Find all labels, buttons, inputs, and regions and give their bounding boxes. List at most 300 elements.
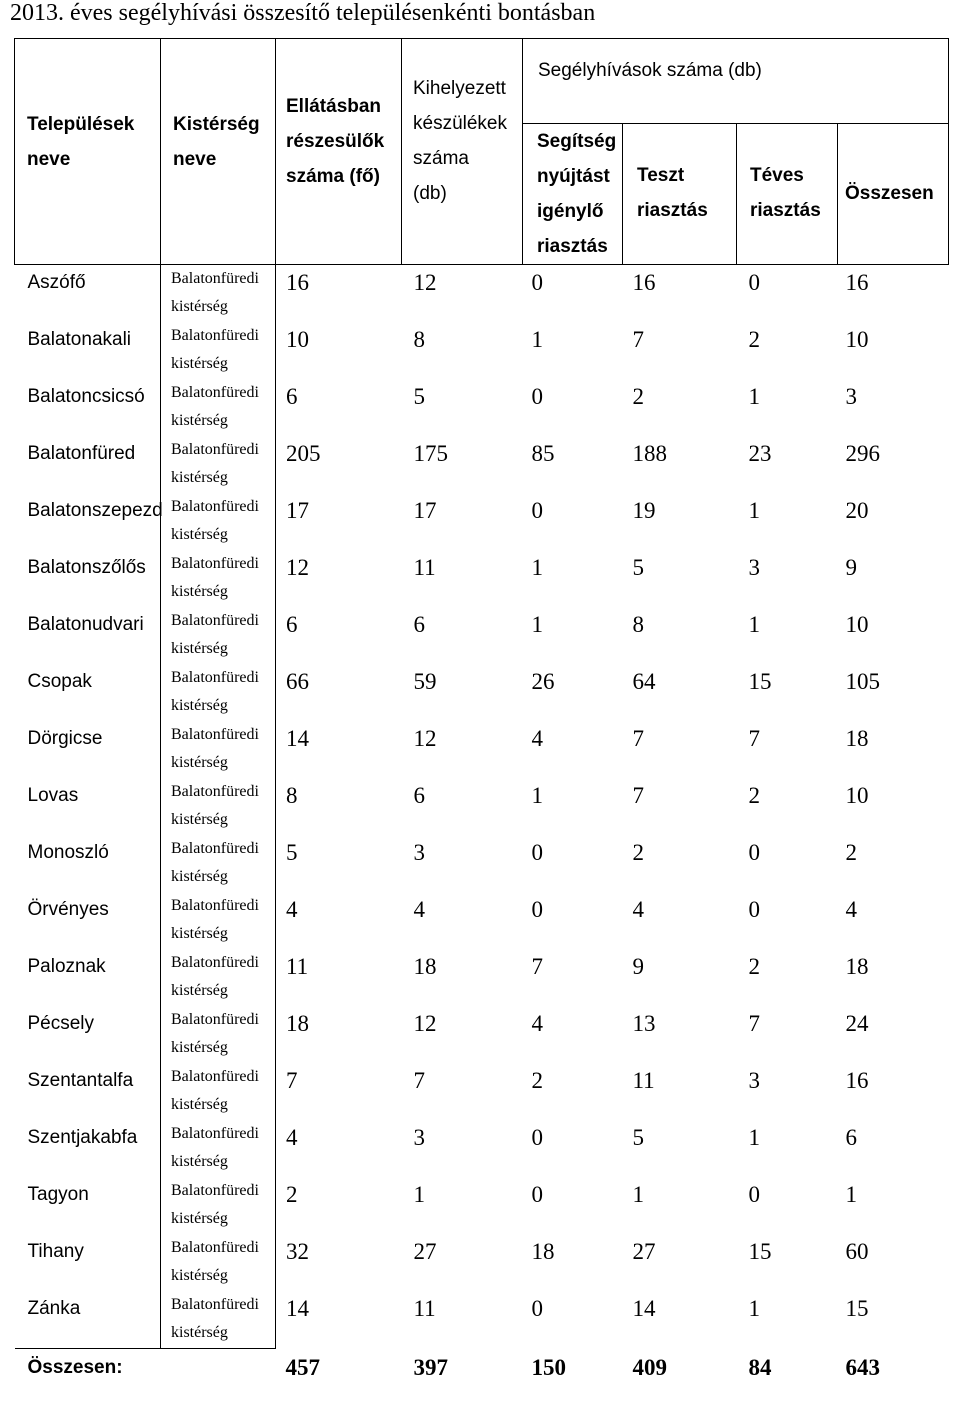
value-text: 1	[749, 384, 761, 409]
telepules-name	[15, 550, 161, 607]
value-text: 5	[633, 1125, 645, 1150]
table-row	[15, 1063, 949, 1120]
value-cell	[402, 436, 523, 493]
kisterseg-name	[161, 892, 276, 949]
value-text: 3	[414, 840, 426, 865]
table-row	[15, 1006, 949, 1063]
value-cell	[276, 664, 402, 721]
kisterseg-line: Balatonfüredi	[171, 265, 275, 293]
kisterseg-line: kistérség	[171, 749, 275, 777]
value-text: 16	[633, 270, 656, 295]
telepules-name-text: Zánka	[28, 1298, 81, 1319]
kisterseg-line: Balatonfüredi	[171, 1291, 275, 1319]
value-cell	[623, 265, 737, 323]
value-cell	[737, 607, 838, 664]
kisterseg-line: kistérség	[171, 1148, 275, 1176]
kisterseg-name	[161, 664, 276, 721]
value-cell	[523, 550, 623, 607]
value-text: 2	[749, 783, 761, 808]
total-value-text: 409	[633, 1355, 668, 1380]
value-cell	[838, 1291, 949, 1349]
kisterseg-line: Balatonfüredi	[171, 664, 275, 692]
value-text: 1	[532, 555, 544, 580]
value-cell	[523, 436, 623, 493]
kisterseg-line: kistérség	[171, 293, 275, 321]
kisterseg-name	[161, 1234, 276, 1291]
value-text: 2	[633, 840, 645, 865]
header-text: Ellátásban	[286, 89, 401, 124]
value-text: 1	[749, 498, 761, 523]
kisterseg-line: Balatonfüredi	[171, 1120, 275, 1148]
header-text: Teszt	[637, 158, 736, 193]
value-cell	[623, 778, 737, 835]
table-row	[15, 322, 949, 379]
value-cell	[737, 835, 838, 892]
value-text: 2	[749, 954, 761, 979]
value-cell	[523, 1120, 623, 1177]
total-value-cell	[523, 1349, 623, 1401]
value-text: 175	[414, 441, 449, 466]
value-cell	[737, 436, 838, 493]
kisterseg-line: kistérség	[171, 521, 275, 549]
kisterseg-line: Balatonfüredi	[171, 835, 275, 863]
value-text: 6	[286, 612, 298, 637]
value-text: 14	[633, 1296, 656, 1321]
value-text: 10	[286, 327, 309, 352]
value-text: 1	[749, 1296, 761, 1321]
telepules-name-text: Balatonfüred	[28, 443, 136, 464]
value-text: 9	[846, 555, 858, 580]
value-cell	[737, 721, 838, 778]
header-telepules	[15, 39, 161, 265]
kisterseg-name	[161, 493, 276, 550]
value-text: 1	[749, 1125, 761, 1150]
value-text: 7	[532, 954, 544, 979]
value-cell	[623, 892, 737, 949]
value-text: 16	[846, 270, 869, 295]
value-text: 11	[633, 1068, 655, 1093]
total-label-text: Összesen:	[28, 1357, 123, 1378]
value-cell	[623, 949, 737, 1006]
telepules-name-text: Paloznak	[28, 956, 106, 977]
value-text: 12	[286, 555, 309, 580]
value-cell	[838, 1063, 949, 1120]
value-cell	[623, 721, 737, 778]
value-cell	[402, 265, 523, 323]
value-text: 18	[414, 954, 437, 979]
value-text: 6	[846, 1125, 858, 1150]
value-text: 8	[286, 783, 298, 808]
value-cell	[402, 835, 523, 892]
value-cell	[737, 1291, 838, 1349]
summary-table	[14, 38, 949, 1401]
value-text: 0	[532, 897, 544, 922]
value-cell	[402, 493, 523, 550]
header-text: neve	[173, 142, 275, 177]
value-cell	[737, 379, 838, 436]
kisterseg-line: kistérség	[171, 635, 275, 663]
value-text: 16	[286, 270, 309, 295]
header-text: Segítség	[537, 124, 622, 159]
value-text: 12	[414, 726, 437, 751]
kisterseg-name	[161, 1291, 276, 1349]
value-text: 19	[633, 498, 656, 523]
value-cell	[523, 892, 623, 949]
value-cell	[737, 664, 838, 721]
value-text: 27	[633, 1239, 656, 1264]
header-row-1	[15, 39, 949, 124]
value-text: 4	[286, 897, 298, 922]
value-text: 8	[633, 612, 645, 637]
kisterseg-line: Balatonfüredi	[171, 778, 275, 806]
total-value-cell	[838, 1349, 949, 1401]
value-text: 11	[286, 954, 308, 979]
value-text: 1	[532, 327, 544, 352]
table-row	[15, 778, 949, 835]
value-text: 11	[414, 1296, 436, 1321]
value-cell	[276, 1234, 402, 1291]
kisterseg-line: Balatonfüredi	[171, 892, 275, 920]
value-text: 2	[286, 1182, 298, 1207]
value-cell	[838, 835, 949, 892]
value-cell	[276, 550, 402, 607]
value-text: 13	[633, 1011, 656, 1036]
value-text: 0	[532, 270, 544, 295]
value-cell	[623, 493, 737, 550]
value-text: 15	[749, 1239, 772, 1264]
header-text: Összesen	[845, 176, 948, 211]
value-cell	[523, 607, 623, 664]
telepules-name-text: Tihany	[28, 1241, 84, 1262]
table-row	[15, 835, 949, 892]
value-text: 3	[749, 1068, 761, 1093]
value-cell	[523, 1177, 623, 1234]
value-cell	[523, 379, 623, 436]
value-cell	[737, 949, 838, 1006]
kisterseg-name	[161, 379, 276, 436]
value-cell	[402, 778, 523, 835]
value-cell	[838, 379, 949, 436]
telepules-name	[15, 1177, 161, 1234]
value-text: 0	[749, 840, 761, 865]
value-cell	[737, 265, 838, 323]
value-cell	[276, 835, 402, 892]
value-cell	[276, 493, 402, 550]
value-cell	[402, 664, 523, 721]
kisterseg-line: Balatonfüredi	[171, 493, 275, 521]
value-cell	[523, 1234, 623, 1291]
kisterseg-line: kistérség	[171, 863, 275, 891]
value-cell	[838, 1120, 949, 1177]
header-text: Települések	[27, 107, 160, 142]
value-cell	[838, 322, 949, 379]
value-text: 6	[414, 783, 426, 808]
page-title: 2013. éves segélyhívási összesítő településenkénti bontásban	[10, 0, 595, 27]
value-cell	[402, 1006, 523, 1063]
value-text: 2	[633, 384, 645, 409]
value-cell	[523, 493, 623, 550]
value-cell	[737, 322, 838, 379]
telepules-name	[15, 1006, 161, 1063]
kisterseg-line: Balatonfüredi	[171, 1063, 275, 1091]
value-text: 20	[846, 498, 869, 523]
value-text: 7	[414, 1068, 426, 1093]
value-cell	[838, 436, 949, 493]
telepules-name-text: Csopak	[28, 671, 92, 692]
value-cell	[402, 607, 523, 664]
telepules-name-text: Dörgicse	[28, 728, 103, 749]
table-row	[15, 379, 949, 436]
value-cell	[276, 1177, 402, 1234]
value-text: 24	[846, 1011, 869, 1036]
telepules-name-text: Tagyon	[28, 1184, 89, 1205]
telepules-name	[15, 721, 161, 778]
value-text: 11	[414, 555, 436, 580]
telepules-name	[15, 379, 161, 436]
value-cell	[402, 949, 523, 1006]
header-text: Kistérség	[173, 107, 275, 142]
header-segelyhivasok	[523, 39, 949, 124]
value-text: 14	[286, 726, 309, 751]
value-text: 1	[532, 612, 544, 637]
value-text: 1	[749, 612, 761, 637]
kisterseg-name	[161, 1063, 276, 1120]
kisterseg-line: kistérség	[171, 350, 275, 378]
value-text: 64	[633, 669, 656, 694]
telepules-name	[15, 1234, 161, 1291]
value-text: 18	[532, 1239, 555, 1264]
value-text: 5	[414, 384, 426, 409]
value-cell	[737, 778, 838, 835]
value-text: 14	[286, 1296, 309, 1321]
kisterseg-line: Balatonfüredi	[171, 607, 275, 635]
value-cell	[737, 1177, 838, 1234]
value-text: 2	[846, 840, 858, 865]
value-text: 3	[749, 555, 761, 580]
table-row	[15, 1177, 949, 1234]
kisterseg-line: Balatonfüredi	[171, 721, 275, 749]
value-text: 4	[532, 1011, 544, 1036]
total-value-cell	[276, 1349, 402, 1401]
value-cell	[838, 1234, 949, 1291]
kisterseg-line: Balatonfüredi	[171, 379, 275, 407]
value-text: 18	[286, 1011, 309, 1036]
telepules-name	[15, 1120, 161, 1177]
value-cell	[276, 379, 402, 436]
value-cell	[623, 436, 737, 493]
value-text: 296	[846, 441, 881, 466]
value-cell	[623, 607, 737, 664]
value-text: 27	[414, 1239, 437, 1264]
value-cell	[276, 1006, 402, 1063]
table-row	[15, 1234, 949, 1291]
kisterseg-name	[161, 607, 276, 664]
value-cell	[737, 1234, 838, 1291]
value-cell	[737, 892, 838, 949]
value-cell	[737, 1006, 838, 1063]
value-text: 10	[846, 327, 869, 352]
value-cell	[838, 607, 949, 664]
value-text: 16	[846, 1068, 869, 1093]
kisterseg-line: kistérség	[171, 407, 275, 435]
value-cell	[523, 322, 623, 379]
header-text: száma	[413, 141, 522, 176]
telepules-name-text: Aszófő	[28, 272, 86, 293]
kisterseg-line: Balatonfüredi	[171, 550, 275, 578]
value-cell	[402, 1063, 523, 1120]
value-cell	[623, 664, 737, 721]
telepules-name-text: Balatonakali	[28, 329, 132, 350]
value-text: 23	[749, 441, 772, 466]
value-cell	[523, 778, 623, 835]
value-text: 0	[749, 1182, 761, 1207]
value-text: 66	[286, 669, 309, 694]
value-text: 59	[414, 669, 437, 694]
header-text: nyújtást	[537, 159, 622, 194]
value-cell	[402, 1291, 523, 1349]
value-text: 18	[846, 954, 869, 979]
value-cell	[623, 835, 737, 892]
value-text: 0	[749, 897, 761, 922]
header-text: riasztás	[637, 193, 736, 228]
value-text: 7	[633, 783, 645, 808]
telepules-name-text: Balatonudvari	[28, 614, 144, 635]
value-cell	[402, 379, 523, 436]
header-teszt	[623, 124, 737, 265]
value-cell	[523, 1063, 623, 1120]
value-text: 7	[633, 327, 645, 352]
telepules-name	[15, 265, 161, 323]
kisterseg-line: kistérség	[171, 806, 275, 834]
value-cell	[276, 607, 402, 664]
table-row	[15, 265, 949, 323]
value-cell	[623, 1177, 737, 1234]
value-text: 85	[532, 441, 555, 466]
value-text: 5	[633, 555, 645, 580]
value-text: 1	[846, 1182, 858, 1207]
table-row	[15, 607, 949, 664]
value-text: 9	[633, 954, 645, 979]
telepules-name-text: Monoszló	[28, 842, 109, 863]
value-cell	[402, 322, 523, 379]
value-text: 0	[532, 1125, 544, 1150]
value-text: 4	[846, 897, 858, 922]
value-cell	[838, 1177, 949, 1234]
value-cell	[276, 949, 402, 1006]
kisterseg-line: kistérség	[171, 578, 275, 606]
value-cell	[276, 1063, 402, 1120]
value-text: 0	[749, 270, 761, 295]
total-value-text: 397	[414, 1355, 449, 1380]
telepules-name-text: Balatoncsicsó	[28, 386, 145, 407]
kisterseg-name	[161, 1177, 276, 1234]
value-cell	[838, 778, 949, 835]
telepules-name	[15, 493, 161, 550]
value-text: 0	[532, 384, 544, 409]
kisterseg-name	[161, 949, 276, 1006]
value-cell	[402, 550, 523, 607]
kisterseg-name	[161, 322, 276, 379]
kisterseg-name	[161, 436, 276, 493]
header-text: Téves	[750, 158, 837, 193]
telepules-name-text: Balatonszepezd	[28, 500, 163, 521]
value-cell	[623, 550, 737, 607]
telepules-name	[15, 1291, 161, 1349]
value-cell	[737, 550, 838, 607]
header-text: száma (fő)	[286, 159, 401, 194]
value-cell	[276, 1291, 402, 1349]
header-text: igénylő	[537, 194, 622, 229]
telepules-name	[15, 949, 161, 1006]
kisterseg-name	[161, 721, 276, 778]
kisterseg-name	[161, 550, 276, 607]
kisterseg-line: kistérség	[171, 1205, 275, 1233]
value-text: 2	[532, 1068, 544, 1093]
total-label	[15, 1349, 276, 1401]
total-value-cell	[402, 1349, 523, 1401]
value-cell	[838, 265, 949, 323]
value-text: 12	[414, 1011, 437, 1036]
header-text: készülékek	[413, 106, 522, 141]
kisterseg-line: kistérség	[171, 1091, 275, 1119]
value-cell	[623, 1120, 737, 1177]
telepules-name	[15, 664, 161, 721]
telepules-name	[15, 436, 161, 493]
table-row	[15, 493, 949, 550]
value-text: 0	[532, 1296, 544, 1321]
value-text: 8	[414, 327, 426, 352]
value-text: 105	[846, 669, 881, 694]
telepules-name	[15, 835, 161, 892]
value-text: 7	[633, 726, 645, 751]
value-cell	[623, 1006, 737, 1063]
value-text: 10	[846, 783, 869, 808]
table-row	[15, 550, 949, 607]
kisterseg-line: Balatonfüredi	[171, 949, 275, 977]
value-text: 4	[633, 897, 645, 922]
value-text: 7	[749, 726, 761, 751]
value-text: 1	[414, 1182, 426, 1207]
value-cell	[737, 1120, 838, 1177]
value-cell	[623, 1234, 737, 1291]
kisterseg-name	[161, 835, 276, 892]
value-cell	[276, 265, 402, 323]
telepules-name-text: Lovas	[28, 785, 79, 806]
kisterseg-line: Balatonfüredi	[171, 436, 275, 464]
value-cell	[276, 436, 402, 493]
value-text: 18	[846, 726, 869, 751]
total-value-cell	[737, 1349, 838, 1401]
value-cell	[276, 1120, 402, 1177]
table-row	[15, 949, 949, 1006]
kisterseg-line: kistérség	[171, 1319, 275, 1347]
header-osszesen	[838, 124, 949, 265]
header-text: riasztás	[750, 193, 837, 228]
value-text: 6	[414, 612, 426, 637]
value-cell	[838, 664, 949, 721]
kisterseg-name	[161, 265, 276, 323]
value-text: 15	[846, 1296, 869, 1321]
kisterseg-line: kistérség	[171, 920, 275, 948]
value-cell	[623, 322, 737, 379]
value-cell	[523, 1006, 623, 1063]
kisterseg-line: Balatonfüredi	[171, 1006, 275, 1034]
value-text: 12	[414, 270, 437, 295]
value-cell	[623, 1291, 737, 1349]
value-text: 26	[532, 669, 555, 694]
kisterseg-line: Balatonfüredi	[171, 1234, 275, 1262]
total-value-cell	[623, 1349, 737, 1401]
